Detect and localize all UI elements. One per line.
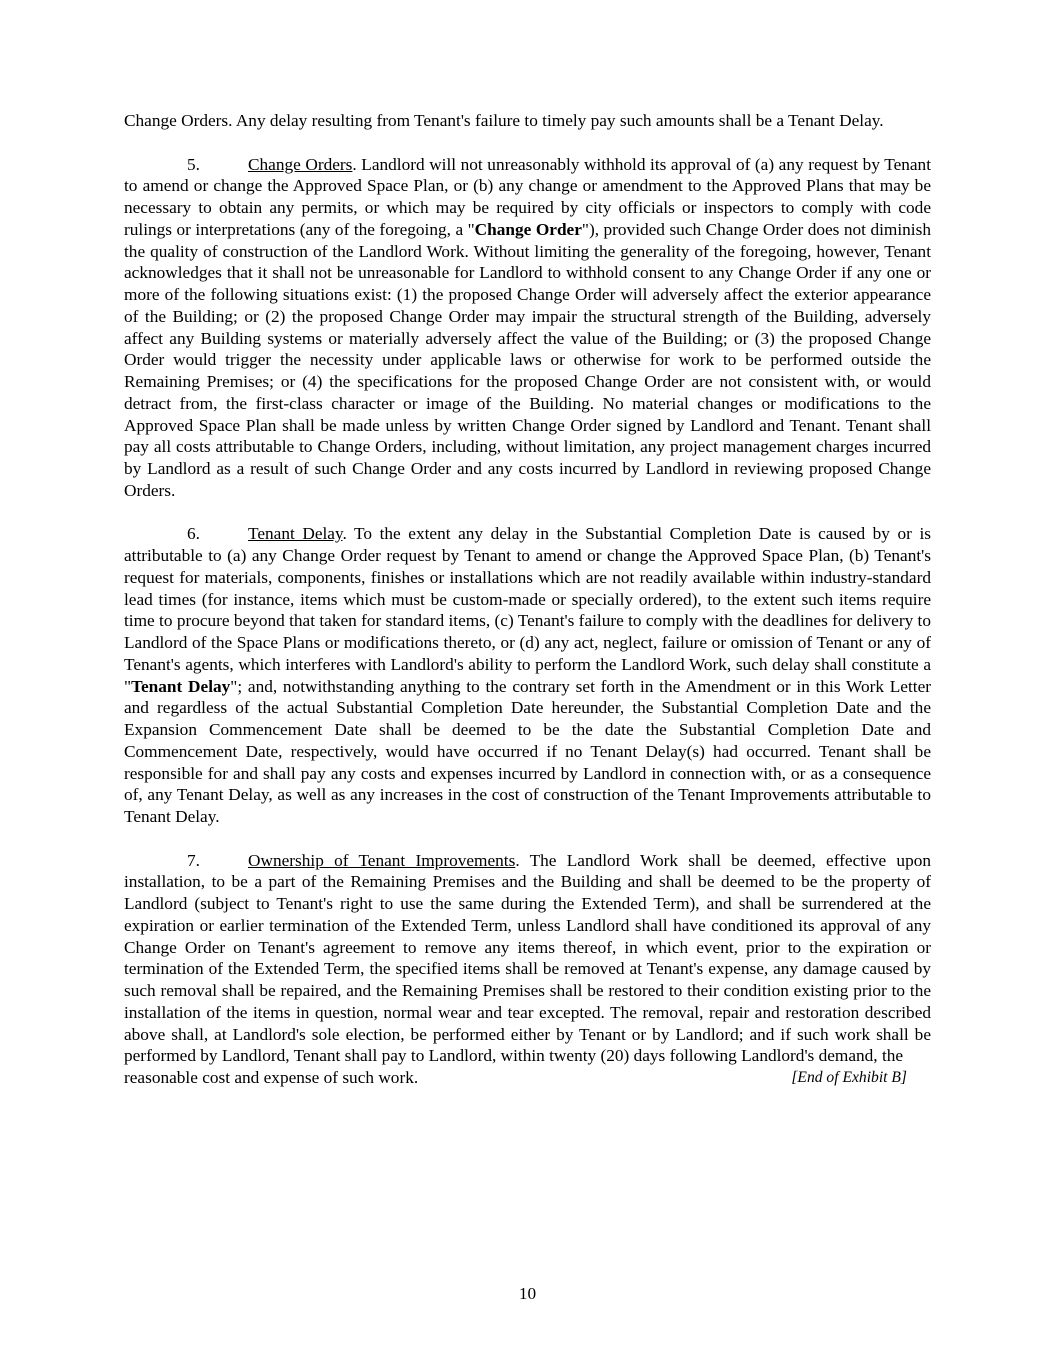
section-6-number: 6. <box>187 524 200 544</box>
section-6-paragraph <box>124 523 931 828</box>
section-5-number: 5. <box>187 154 200 174</box>
section-7-last-line <box>124 1067 931 1089</box>
section-7-body: . The Landlord Work shall be deemed, effective upon installation, to be a part of the Remaining Premises and the Building and shall be deemed to be the property of Landlord (subject to Tenant's right to use the same during the Extended Term), and shall be surrendered at the expiration or earlier termination of the Extended Term, unless Landlord shall have conditioned its approval of any Change Order on Tenant's agreement to remove any items thereof, in which event, prior to the expiration or termination of the Extended Term, the specified items shall be removed at Tenant's expense, any damage caused by such removal shall be repaired, and the Remaining Premises shall be restored to their condition existing prior to the installation of the items in question, normal wear and tear excepted. The removal, repair and restoration described above shall, at Landlord's sole election, be performed either by Tenant or by Landlord; and if such work shall be performed by Landlord, Tenant shall pay to Landlord, within twenty (20) days following Landlord's demand, the <box>124 850 931 1066</box>
section-7-closing-text: reasonable cost and expense of such work. <box>124 1068 419 1087</box>
section-5-heading: Change Orders <box>248 154 353 174</box>
section-7-heading: Ownership of Tenant Improvements <box>248 850 516 870</box>
section-7-paragraph <box>124 850 931 1068</box>
section-6-body-start: . To the extent any delay in the Substantial Completion Date is caused by or is attributable to (a) any Change Order request by Tenant to amend or change the Approved Space Plan, (b) Tenant's request for materials, components, finishes or installations which are not readily available within industry-standard lead times (for instance, items which must be custom-made or specially ordered), to the extent such items require time to procure beyond that taken for standard items, (c) Tenant's failure to comply with the deadlines for delivery to Landlord of the Space Plans or modifications thereto, or (d) any act, neglect, failure or omission of Tenant or any of Tenant's agents, which interferes with Landlord's ability to perform the Landlord Work, such delay shall constitute a " <box>124 524 931 696</box>
page-number: 10 <box>518 1284 537 1303</box>
section-6-heading: Tenant Delay <box>248 524 343 544</box>
section-6-body-end: "; and, notwithstanding anything to the contrary set forth in the Amendment or in this Work Letter and regardless of the actual Substantial Completion Date hereunder, the Substantial Completion Date and the Expansion Commencement Date shall be deemed to be the date the Substantial Completion Date and Commencement Date, respectively, would have occurred if no Tenant Delay(s) had occurred. Tenant shall be responsible for and shall pay any costs and expenses incurred by Landlord in connection with, or as a consequence of, any Tenant Delay, as well as any increases in the cost of construction of the Tenant Improvements attributable to Tenant Delay. <box>124 676 931 826</box>
end-of-exhibit-note: [End of Exhibit B] <box>791 1069 907 1086</box>
continuation-paragraph: Change Orders. Any delay resulting from Tenant's failure to timely pay such amounts shall be a Tenant Delay. <box>124 111 884 130</box>
section-5-body-end: "), provided such Change Order does not diminish the quality of construction of the Landlord Work. Without limiting the generality of the foregoing, however, Tenant acknowledges that it shall not be unreasonable for Landlord to withhold consent to any Change Order if any one or more of the following situations exist: (1) the proposed Change Order will adversely affect the exterior appearance of the Building; or (2) the proposed Change Order may impair the structural strength of the Building, adversely affect any Building systems or materially adversely affect the value of the Building; or (3) the proposed Change Order would trigger the necessity under applicable laws or otherwise for work to be performed outside the Remaining Premises; or (4) the specifications for the proposed Change Order are not consistent with, or would detract from, the first-class character or image of the Building. No material changes or modifications to the Approved Space Plan shall be made unless by written Change Order signed by Landlord and Tenant. Tenant shall pay all costs attributable to Change Orders, including, without limitation, any project management charges incurred by Landlord as a result of such Change Order and any costs incurred by Landlord in reviewing proposed Change Orders. <box>124 219 931 500</box>
section-6-defined-term: Tenant Delay <box>131 676 231 696</box>
section-7-number: 7. <box>187 850 200 870</box>
section-5-defined-term: Change Order <box>474 219 582 239</box>
section-5-body-start: . Landlord will not unreasonably withhold its approval of (a) any request by Tenant to amend or change the Approved Space Plan, or (b) any change or amendment to the Approved Plans that may be necessary to obtain any permits, or which may be required by city officials or inspectors to comply with code rulings or interpretations (any of the foregoing, a " <box>124 154 931 239</box>
section-5-paragraph <box>124 154 931 502</box>
document-page <box>124 110 931 1089</box>
